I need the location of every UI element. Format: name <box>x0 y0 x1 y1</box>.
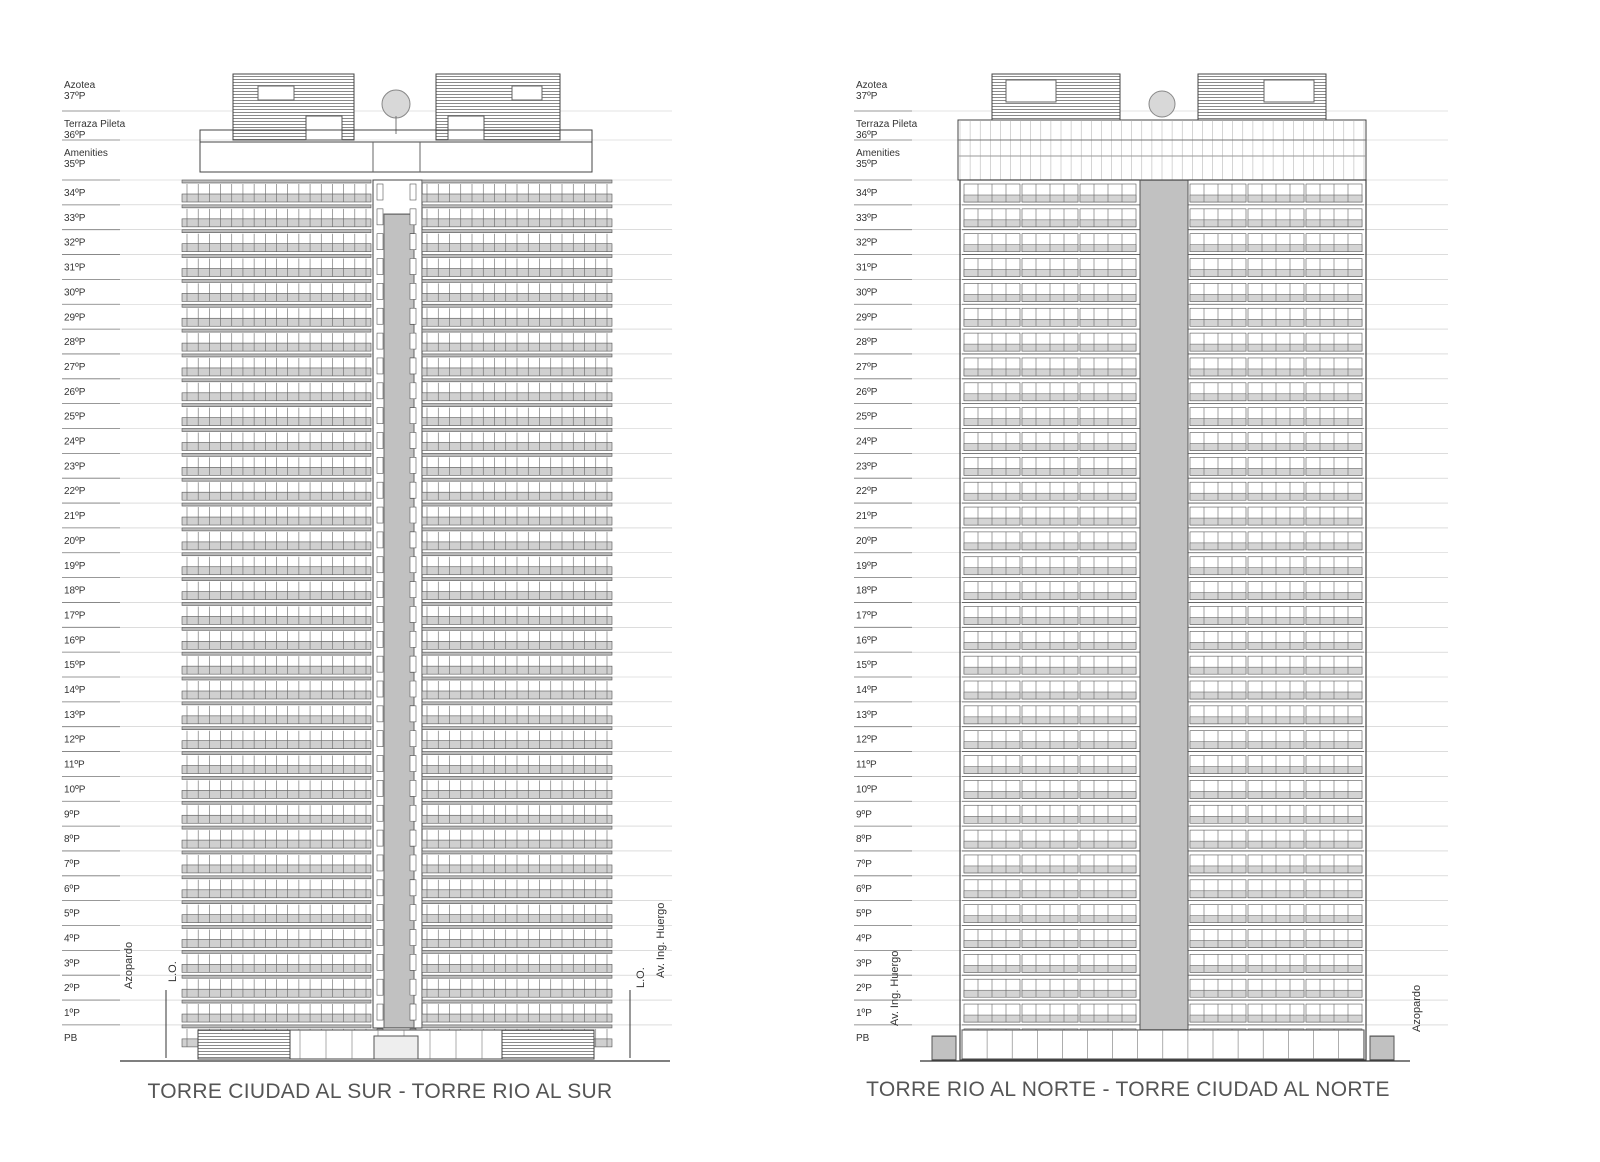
drawing-title-north: TORRE RIO AL NORTE - TORRE CIUDAD AL NORTE <box>866 1078 1390 1101</box>
slab-edge <box>422 553 612 556</box>
level-label: 30ºP <box>856 287 878 299</box>
level-label: 10ºP <box>64 784 86 796</box>
slab-edge <box>422 503 612 506</box>
core-window <box>377 631 383 647</box>
slab-edge <box>422 801 612 804</box>
level-label: Terraza Pileta <box>856 119 918 130</box>
core-window <box>410 383 416 399</box>
core-window <box>377 283 383 299</box>
slab-edge <box>182 851 371 854</box>
level-label: 2ºP <box>856 983 872 995</box>
core-window <box>410 830 416 846</box>
level-label: 28ºP <box>64 337 86 349</box>
core-window <box>410 259 416 275</box>
slab-edge <box>422 453 612 456</box>
level-label: 2ºP <box>64 983 80 995</box>
level-label: Terraza Pileta <box>64 119 126 130</box>
core-window <box>410 880 416 896</box>
level-label: 31ºP <box>64 262 86 274</box>
slab-edge <box>182 578 371 581</box>
level-label: 13ºP <box>64 709 86 721</box>
core-window <box>410 731 416 747</box>
roof-tree-icon <box>382 90 410 118</box>
level-label: 32ºP <box>856 237 878 249</box>
core-window <box>410 532 416 548</box>
south-elevation <box>62 74 672 1061</box>
level-sublabel: 36ºP <box>64 130 86 141</box>
slab-edge <box>422 180 612 183</box>
slab-edge <box>182 727 371 730</box>
level-sublabel: 36ºP <box>856 130 878 141</box>
amenities-floor <box>200 142 592 172</box>
level-label: 12ºP <box>64 734 86 746</box>
slab-edge <box>182 180 371 183</box>
core-stair-hatch <box>384 214 414 1028</box>
core-window <box>410 706 416 722</box>
slab-edge <box>422 379 612 382</box>
slab-edge <box>422 255 612 258</box>
slab-edge <box>182 304 371 307</box>
level-label: 12ºP <box>856 734 878 746</box>
level-label: 26ºP <box>856 386 878 398</box>
core-window <box>410 358 416 374</box>
slab-edge <box>182 776 371 779</box>
core-window <box>410 631 416 647</box>
slab-edge <box>182 453 371 456</box>
slab-edge <box>182 528 371 531</box>
planter-left <box>932 1036 956 1060</box>
core-window <box>377 979 383 995</box>
level-label: 30ºP <box>64 287 86 299</box>
core-window <box>377 358 383 374</box>
core-window <box>410 433 416 449</box>
level-label: 13ºP <box>856 709 878 721</box>
slab-edge <box>182 801 371 804</box>
core-window <box>377 184 383 200</box>
core-window <box>377 433 383 449</box>
core-window <box>410 954 416 970</box>
core-window <box>377 606 383 622</box>
level-label: 18ºP <box>856 585 878 597</box>
core-window <box>410 308 416 324</box>
slab-edge <box>182 404 371 407</box>
core-window <box>410 234 416 250</box>
core-window <box>410 408 416 424</box>
slab-edge <box>182 627 371 630</box>
slab-edge <box>422 826 612 829</box>
slab-edge <box>422 950 612 953</box>
core-window <box>410 979 416 995</box>
level-sublabel: 37ºP <box>856 91 878 102</box>
core-window <box>377 954 383 970</box>
core-window <box>410 482 416 498</box>
street-label-left: Av. Ing. Huergo <box>889 950 901 1026</box>
core-window <box>377 756 383 772</box>
level-label: 29ºP <box>856 312 878 324</box>
core-window <box>377 681 383 697</box>
slab-edge <box>422 702 612 705</box>
slab-edge <box>182 329 371 332</box>
roof-door <box>306 116 342 140</box>
level-label: 31ºP <box>856 262 878 274</box>
level-label: 32ºP <box>64 237 86 249</box>
slab-edge <box>182 652 371 655</box>
slab-edge <box>182 876 371 879</box>
slab-edge <box>182 602 371 605</box>
core-window <box>377 259 383 275</box>
level-label: 25ºP <box>856 411 878 423</box>
core-window <box>377 855 383 871</box>
core-window <box>410 184 416 200</box>
roof-skylight <box>258 86 294 100</box>
line-of-building-label-left: L.O. <box>167 961 179 982</box>
level-label: 1ºP <box>856 1008 872 1020</box>
slab-edge <box>422 230 612 233</box>
slab-edge <box>422 329 612 332</box>
core-window <box>377 308 383 324</box>
level-label: 1ºP <box>64 1008 80 1020</box>
slab-edge <box>182 677 371 680</box>
core-window <box>410 606 416 622</box>
level-label: 9ºP <box>856 809 872 821</box>
level-label: 19ºP <box>64 560 86 572</box>
core-window <box>377 333 383 349</box>
drawing-title-south: TORRE CIUDAD AL SUR - TORRE RIO AL SUR <box>147 1080 613 1103</box>
slab-edge <box>422 1025 612 1028</box>
slab-edge <box>182 901 371 904</box>
slab-edge <box>182 975 371 978</box>
slab-edge <box>422 876 612 879</box>
level-label: 34ºP <box>64 188 86 199</box>
slab-edge <box>422 752 612 755</box>
level-label: 33ºP <box>64 212 86 224</box>
level-label: 3ºP <box>856 958 872 970</box>
slab-edge <box>422 478 612 481</box>
level-label: 4ºP <box>856 933 872 945</box>
slab-edge <box>182 230 371 233</box>
core-window <box>410 209 416 225</box>
core-window <box>377 731 383 747</box>
level-label: 9ºP <box>64 809 80 821</box>
slab-edge <box>182 478 371 481</box>
level-label: 33ºP <box>856 212 878 224</box>
level-label: Azotea <box>64 80 96 91</box>
core-window <box>377 234 383 250</box>
core-window <box>377 830 383 846</box>
level-label: 21ºP <box>856 511 878 523</box>
level-sublabel: 37ºP <box>64 91 86 102</box>
core-window <box>377 706 383 722</box>
slab-edge <box>182 1025 371 1028</box>
slab-edge <box>182 926 371 929</box>
level-label: 19ºP <box>856 560 878 572</box>
core-window <box>377 1004 383 1020</box>
slab-edge <box>422 627 612 630</box>
slab-edge <box>422 528 612 531</box>
slab-edge <box>182 354 371 357</box>
core-window <box>410 333 416 349</box>
level-label: 10ºP <box>856 784 878 796</box>
level-label: 22ºP <box>856 486 878 498</box>
slab-edge <box>422 429 612 432</box>
level-label: Amenities <box>856 148 900 159</box>
slab-edge <box>422 727 612 730</box>
level-label: 7ºP <box>64 858 80 870</box>
level-label: 15ºP <box>856 660 878 672</box>
level-label: 28ºP <box>856 337 878 349</box>
level-label: 14ºP <box>856 685 878 696</box>
level-label: 5ºP <box>856 908 872 920</box>
north-elevation <box>854 74 1448 1061</box>
roof-tree-icon <box>1149 91 1175 117</box>
level-label: 16ºP <box>64 635 86 647</box>
core-window <box>410 905 416 921</box>
level-label: 20ºP <box>64 535 86 547</box>
level-label: 34ºP <box>856 188 878 199</box>
slab-edge <box>422 1000 612 1003</box>
level-label: 6ºP <box>64 883 80 895</box>
level-label: 15ºP <box>64 660 86 672</box>
level-label: 4ºP <box>64 933 80 945</box>
level-label: 16ºP <box>856 635 878 647</box>
planter-right <box>1370 1036 1394 1060</box>
level-label: 7ºP <box>856 858 872 870</box>
slab-edge <box>422 205 612 208</box>
core-window <box>410 557 416 573</box>
slab-edge <box>422 926 612 929</box>
level-label: 26ºP <box>64 386 86 398</box>
slab-edge <box>422 677 612 680</box>
core-window <box>410 507 416 523</box>
core-window <box>410 681 416 697</box>
core-window <box>377 805 383 821</box>
core-window <box>377 880 383 896</box>
garage-gate-right <box>502 1030 594 1059</box>
core-window <box>410 780 416 796</box>
level-label: PB <box>64 1032 78 1044</box>
slab-edge <box>422 304 612 307</box>
street-label-left: Azopardo <box>123 941 135 989</box>
slab-edge <box>422 851 612 854</box>
core-window <box>377 557 383 573</box>
core-window <box>377 457 383 473</box>
core-window <box>410 457 416 473</box>
slab-edge <box>182 752 371 755</box>
street-label-right: Azopardo <box>1411 984 1423 1032</box>
slab-edge <box>422 652 612 655</box>
slab-edge <box>182 279 371 282</box>
level-sublabel: 35ºP <box>64 159 86 170</box>
level-label: 27ºP <box>856 361 878 373</box>
level-label: 17ºP <box>856 610 878 622</box>
slab-edge <box>422 578 612 581</box>
level-label: 18ºP <box>64 585 86 597</box>
core-window <box>377 656 383 672</box>
core-window <box>410 855 416 871</box>
slab-edge <box>422 776 612 779</box>
level-label: 14ºP <box>64 685 86 696</box>
core-window <box>410 582 416 598</box>
slab-edge <box>182 503 371 506</box>
line-of-building-label-right: L.O. <box>635 967 647 988</box>
core-window <box>377 582 383 598</box>
slab-edge <box>182 826 371 829</box>
level-label: 17ºP <box>64 610 86 622</box>
slab-edge <box>422 975 612 978</box>
street-label-right: Av. Ing. Huergo <box>655 902 667 978</box>
level-label: PB <box>856 1032 870 1044</box>
core-window <box>377 482 383 498</box>
slab-edge <box>182 702 371 705</box>
slab-edge <box>182 950 371 953</box>
slab-edge <box>182 255 371 258</box>
level-label: 8ºP <box>856 834 872 846</box>
core-window <box>377 209 383 225</box>
roof-skylight <box>512 86 542 100</box>
main-entrance-door <box>374 1036 418 1059</box>
core-window <box>377 507 383 523</box>
garage-gate-left <box>198 1030 290 1059</box>
level-label: 29ºP <box>64 312 86 324</box>
level-label: 20ºP <box>856 535 878 547</box>
level-label: 3ºP <box>64 958 80 970</box>
level-sublabel: 35ºP <box>856 159 878 170</box>
level-label: Azotea <box>856 80 888 91</box>
core-window <box>377 905 383 921</box>
level-label: 11ºP <box>64 759 85 771</box>
slab-edge <box>422 404 612 407</box>
core-window <box>410 1004 416 1020</box>
level-label: 24ºP <box>856 436 878 448</box>
core-window <box>377 532 383 548</box>
slab-edge <box>182 205 371 208</box>
level-label: Amenities <box>64 148 108 159</box>
core-window <box>377 930 383 946</box>
level-label: 22ºP <box>64 486 86 498</box>
core-window <box>377 408 383 424</box>
level-label: 27ºP <box>64 361 86 373</box>
core-window <box>410 930 416 946</box>
level-label: 8ºP <box>64 834 80 846</box>
slab-edge <box>422 602 612 605</box>
slab-edge <box>422 279 612 282</box>
roof-skylight <box>1006 80 1056 102</box>
core-window <box>377 383 383 399</box>
level-label: 23ºP <box>856 461 878 473</box>
slab-edge <box>422 901 612 904</box>
level-label: 25ºP <box>64 411 86 423</box>
slab-edge <box>182 1000 371 1003</box>
core-window <box>410 656 416 672</box>
central-core <box>1140 180 1188 1050</box>
slab-edge <box>182 379 371 382</box>
level-label: 11ºP <box>856 759 877 771</box>
level-label: 24ºP <box>64 436 86 448</box>
roof-door <box>448 116 484 140</box>
level-label: 23ºP <box>64 461 86 473</box>
slab-edge <box>422 354 612 357</box>
roof-skylight <box>1264 80 1314 102</box>
core-window <box>377 780 383 796</box>
slab-edge <box>182 429 371 432</box>
level-label: 6ºP <box>856 883 872 895</box>
slab-edge <box>182 553 371 556</box>
core-window <box>410 805 416 821</box>
level-label: 5ºP <box>64 908 80 920</box>
core-window <box>410 756 416 772</box>
core-window <box>410 283 416 299</box>
level-label: 21ºP <box>64 511 86 523</box>
